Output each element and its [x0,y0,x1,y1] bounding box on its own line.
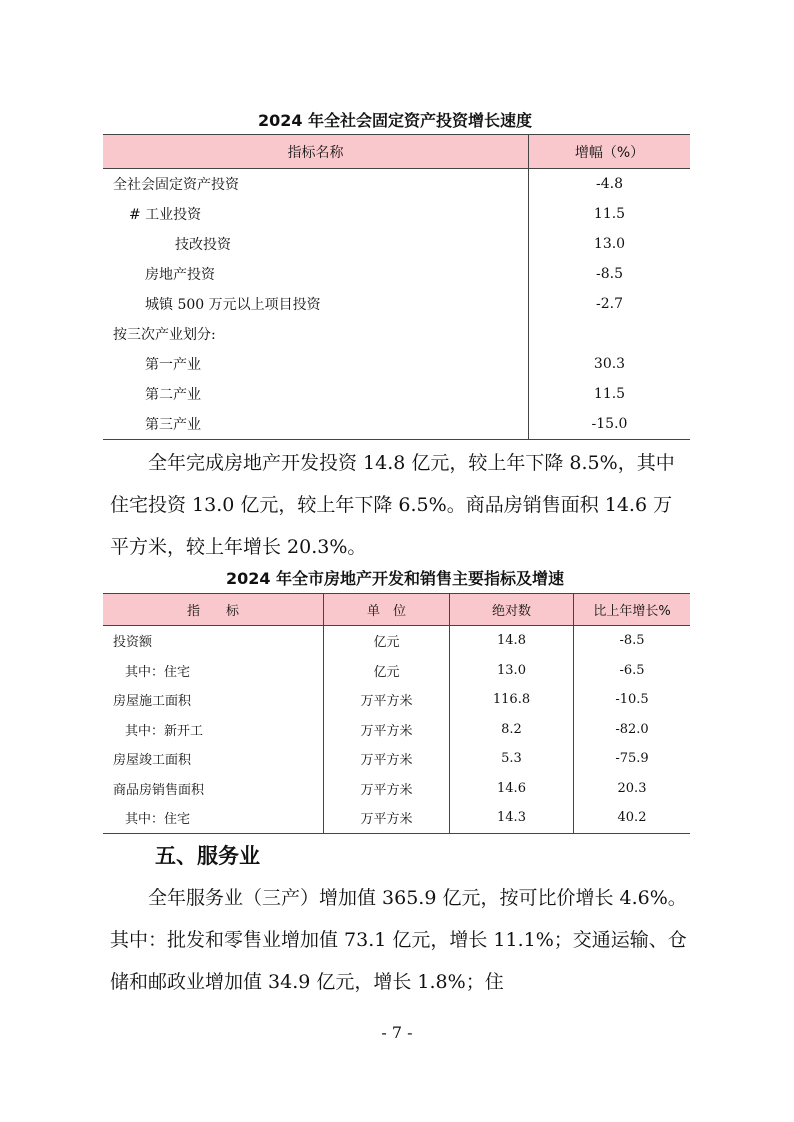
investment-growth-table [103,134,690,440]
row-label: 全社会固定资产投资 [103,169,529,200]
row-indicator: 房屋施工面积 [103,685,324,715]
row-label: 第三产业 [103,409,529,440]
column-header-unit: 单 位 [324,594,450,626]
column-header-growth: 增幅（%） [529,135,691,169]
row-value: 30.3 [593,356,626,372]
table-row [103,349,690,379]
table-row [103,319,690,349]
row-growth: -10.5 [615,692,649,708]
row-unit: 万平方米 [324,774,450,804]
row-unit: 万平方米 [324,744,450,774]
row-growth: -8.5 [619,633,645,649]
table-row [103,656,690,686]
table-row [103,715,690,745]
row-indicator: 其中：住宅 [103,656,324,686]
row-label: 第二产业 [103,379,529,409]
row-indicator: 房屋竣工面积 [103,744,324,774]
row-unit: 亿元 [324,656,450,686]
row-absolute: 14.8 [450,626,574,656]
table-row [103,289,690,319]
row-value: -15.0 [591,416,628,432]
table-header-row [103,594,690,626]
row-absolute: 5.3 [450,744,574,774]
row-absolute: 14.3 [450,803,574,833]
table-row [103,626,690,656]
real-estate-paragraph: 全年完成房地产开发投资 14.8 亿元，较上年下降 8.5%，其中住宅投资 13.0 亿元，较上年下降 6.5%。商品房销售面积 14.6 万平方米，较上年增长 20.3%。 [110,452,675,558]
row-label: 城镇 500 万元以上项目投资 [103,289,529,319]
page-number: - 7 - [381,1023,413,1042]
column-header-growth: 比上年增长% [574,594,691,626]
row-indicator: 其中：新开工 [103,715,324,745]
column-header-indicator: 指标名称 [103,135,529,169]
row-label: # 工业投资 [103,199,529,229]
row-value: -2.7 [596,296,623,312]
row-unit: 万平方米 [324,685,450,715]
table-row [103,229,690,259]
row-label: 第一产业 [103,349,529,379]
row-label: 技改投资 [103,229,529,259]
row-label: 按三次产业划分: [103,319,529,349]
row-unit: 万平方米 [324,803,450,833]
table-row [103,199,690,229]
table-row [103,409,690,440]
row-indicator: 商品房销售面积 [103,774,324,804]
table-header-row [103,135,690,169]
row-absolute: 14.6 [450,774,574,804]
row-value: -8.5 [596,266,623,282]
row-indicator: 其中：住宅 [103,803,324,833]
row-growth: 40.2 [617,810,647,826]
row-growth: -82.0 [615,721,649,737]
table-row [103,379,690,409]
row-unit: 万平方米 [324,715,450,745]
row-growth: -75.9 [615,751,649,767]
services-paragraph: 全年服务业（三产）增加值 365.9 亿元，按可比价增长 4.6%。其中：批发和零售业增加值 73.1 亿元，增长 11.1%；交通运输、仓储和邮政业增加值 34.9 亿元，增长 1.8%；住 [110,887,687,993]
table-row [103,744,690,774]
row-absolute: 13.0 [450,656,574,686]
column-header-indicator: 指 标 [103,594,324,626]
row-absolute: 116.8 [450,685,574,715]
section-heading: 五、服务业 [155,844,260,868]
row-absolute: 8.2 [450,715,574,745]
row-growth: -6.5 [619,662,645,678]
row-value [529,319,691,349]
table-row [103,774,690,804]
row-unit: 亿元 [324,626,450,656]
row-value: -4.8 [596,176,623,192]
row-value: 13.0 [593,236,626,252]
table-row [103,803,690,833]
row-label: 房地产投资 [103,259,529,289]
row-indicator: 投资额 [103,626,324,656]
table-row [103,685,690,715]
table-row [103,259,690,289]
row-growth: 20.3 [617,780,647,796]
table2-title: 2024 年全市房地产开发和销售主要指标及增速 [225,569,565,588]
table-row [103,169,690,200]
row-value: 11.5 [593,386,626,402]
row-value: 11.5 [593,206,626,222]
table1-title: 2024 年全社会固定资产投资增长速度 [257,111,533,130]
real-estate-indicators-table [103,593,690,834]
column-header-absolute: 绝对数 [450,594,574,626]
